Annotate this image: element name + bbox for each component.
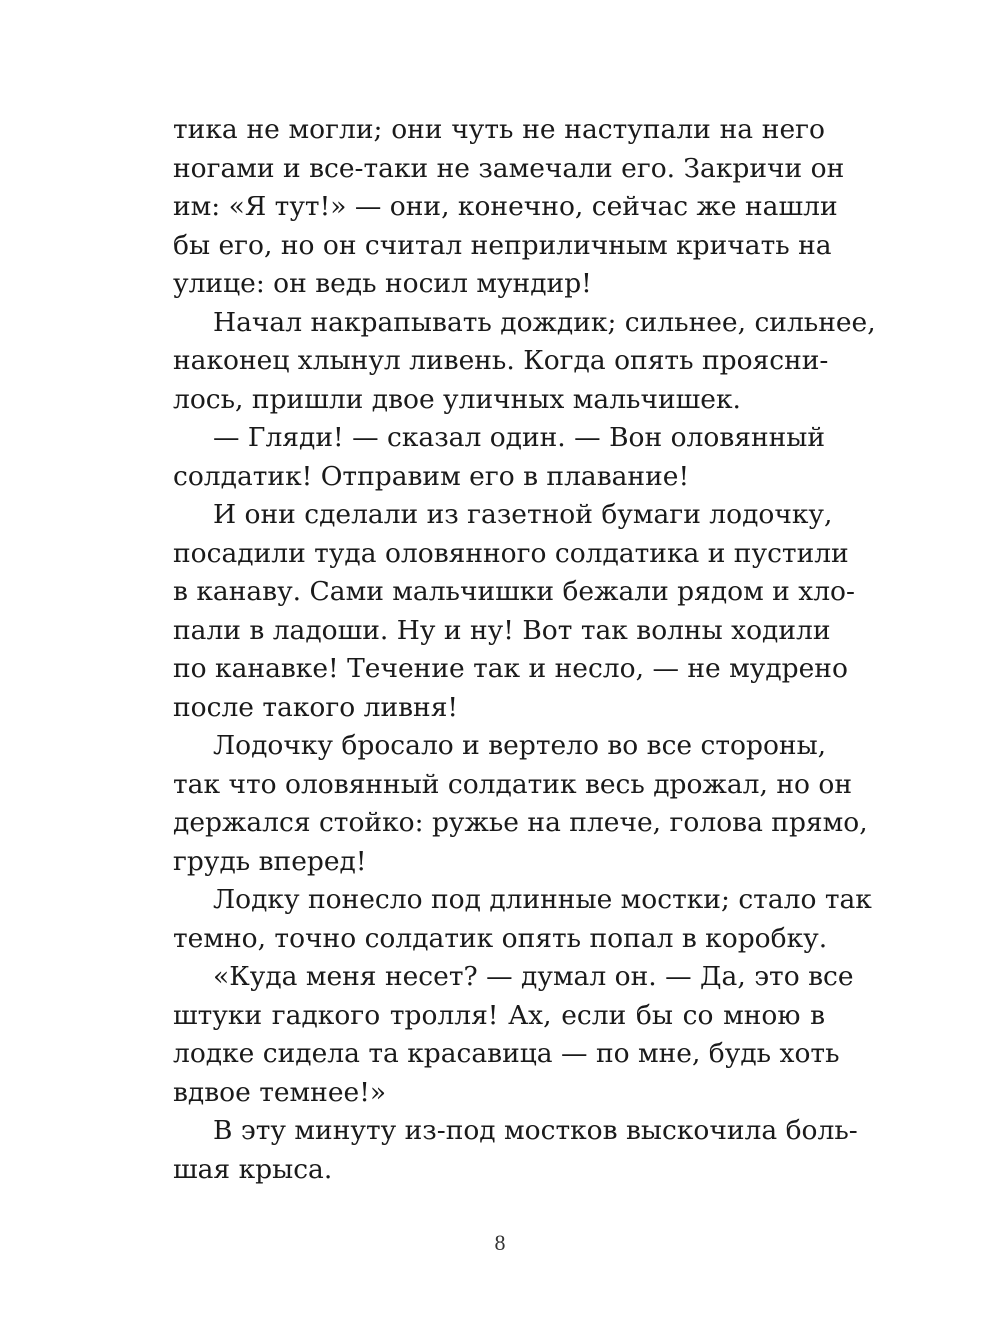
text-line: так что оловянный солдатик весь дрожал, но он <box>173 768 852 800</box>
text-line: солдатик! Отправим его в плавание! <box>173 460 690 492</box>
text-line: вдвое темнее!» <box>173 1076 387 1108</box>
text-line: им: «Я тут!» — они, конечно, сейчас же нашли <box>173 191 838 222</box>
paragraph <box>173 958 854 1112</box>
paragraph <box>173 727 868 881</box>
text-line: «Куда меня несет? — думал он. — Да, это все <box>213 961 854 992</box>
text-line: посадили туда оловянного солдатика и пустили <box>173 537 849 569</box>
text-line: грудь вперед! <box>173 845 367 877</box>
text-line: Лодку понесло под длинные мостки; стало так <box>213 884 872 915</box>
paragraph <box>173 881 872 958</box>
paragraph <box>173 1112 858 1189</box>
text-line: в канаву. Сами мальчишки бежали рядом и хло- <box>173 576 855 607</box>
paragraph <box>173 419 825 496</box>
text-line: по канавке! Течение так и несло, — не мудрено <box>173 653 848 684</box>
text-line: держался стойко: ружье на плече, голова прямо, <box>173 807 868 838</box>
text-line: В эту минуту из-под мостков выскочила боль- <box>213 1115 858 1146</box>
paragraph <box>173 304 876 420</box>
text-line: темно, точно солдатик опять попал в коробку. <box>173 922 828 954</box>
body-text <box>173 111 876 1189</box>
text-line: тика не могли; они чуть не наступали на него <box>173 114 825 145</box>
text-line: Начал накрапывать дождик; сильнее, сильнее, <box>213 306 876 338</box>
text-line: лось, пришли двое уличных мальчишек. <box>173 383 741 415</box>
paragraph <box>173 496 855 727</box>
text-line: И они сделали из газетной бумаги лодочку, <box>213 499 833 530</box>
text-line: — Гляди! — сказал один. — Вон оловянный <box>213 422 826 453</box>
text-line: пали в ладоши. Ну и ну! Вот так волны ходили <box>173 614 831 646</box>
text-line: Лодочку бросало и вертело во все стороны, <box>213 730 827 761</box>
text-line: лодке сидела та красавица — по мне, будь хоть <box>173 1038 840 1069</box>
text-line: ногами и все-таки не замечали его. Закричи он <box>173 152 845 184</box>
text-line: наконец хлынул ливень. Когда опять проясни- <box>173 345 829 376</box>
text-line: шая крыса. <box>173 1153 333 1185</box>
text-line: штуки гадкого тролля! Ах, если бы со мною в <box>173 999 825 1031</box>
text-line: улице: он ведь носил мундир! <box>173 268 592 299</box>
paragraph <box>173 111 845 304</box>
text-line: бы его, но он считал неприличным кричать на <box>173 229 832 261</box>
text-line: после такого ливня! <box>173 691 459 723</box>
page-number: 8 <box>494 1230 506 1255</box>
